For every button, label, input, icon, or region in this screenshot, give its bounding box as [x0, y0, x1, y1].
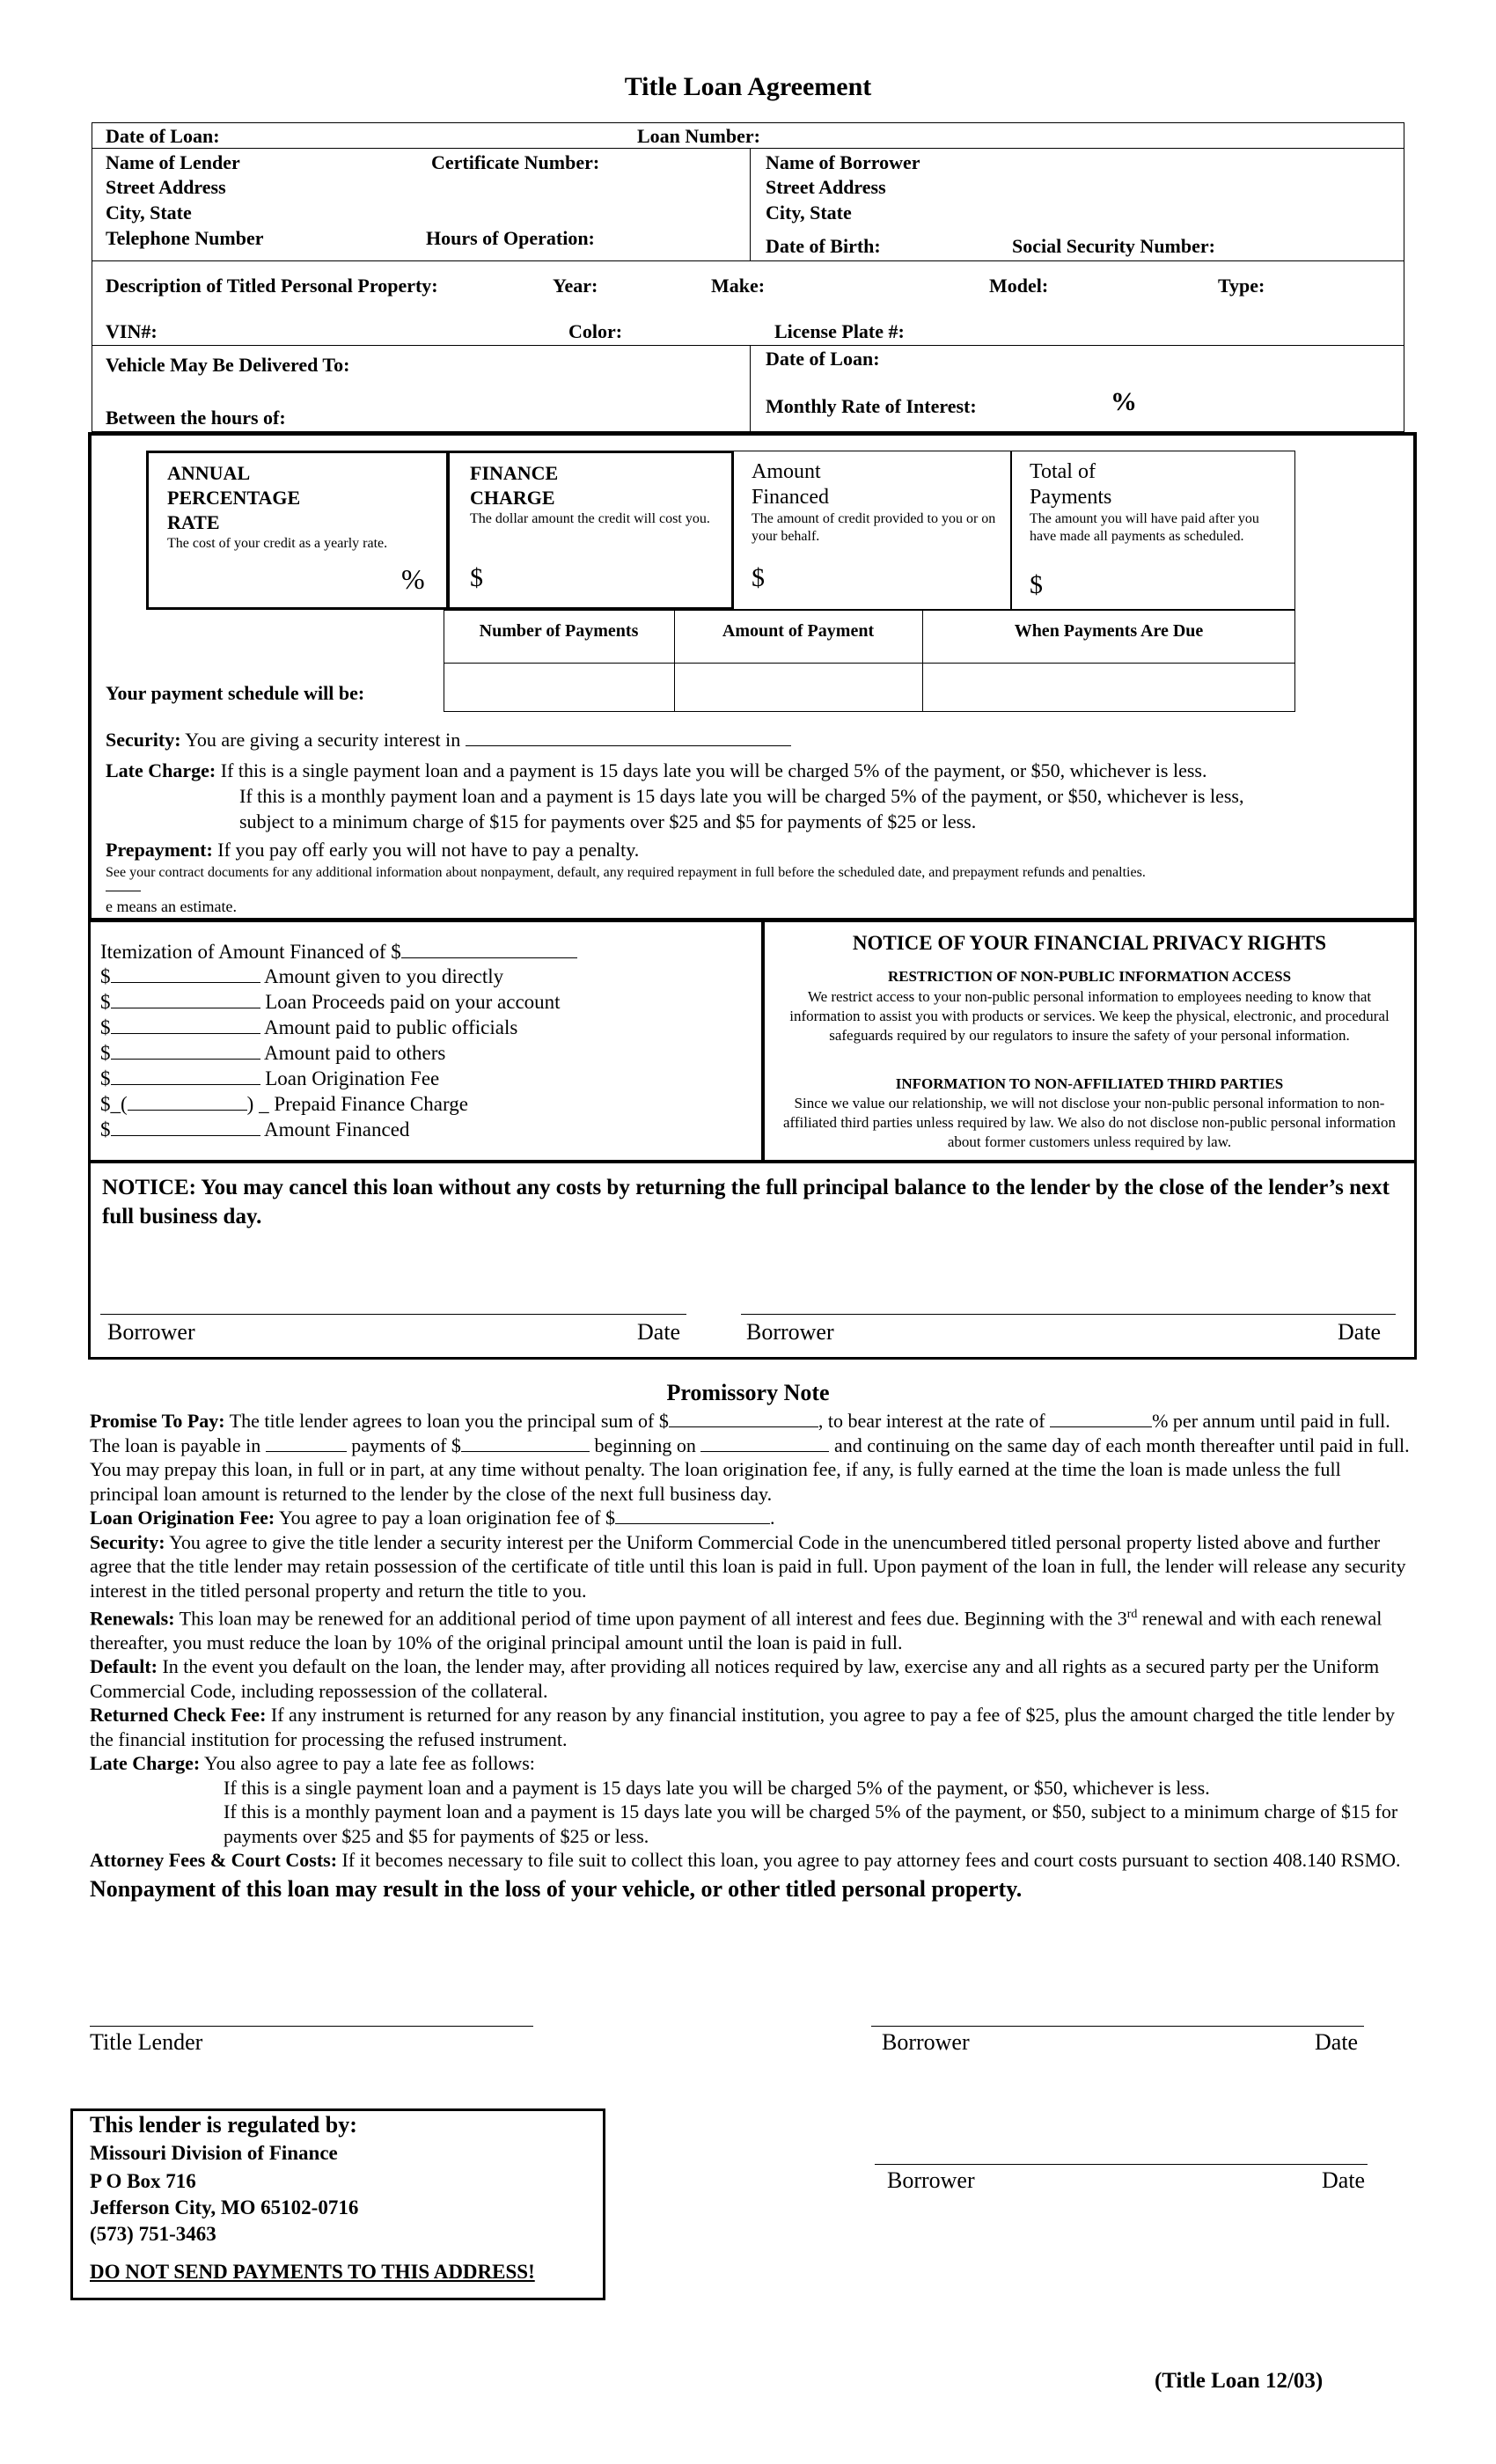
late-charge-text2: If this is a monthly payment loan and a payment is 15 days late you will be charged 5% of the payment, or $50, whichever is less,: [239, 785, 1244, 807]
license-plate-label: License Plate #:: [774, 320, 905, 342]
itemization-list: [100, 964, 561, 1143]
promise-to-pay-paragraph: [90, 1409, 1410, 1506]
itemization-amount-blank[interactable]: [401, 942, 577, 958]
default-paragraph: [90, 1654, 1410, 1703]
divider: [444, 663, 1295, 664]
default-label: Default:: [90, 1655, 158, 1678]
color-label: Color:: [568, 320, 623, 342]
amount-financed-title-line1: Amount: [752, 460, 821, 483]
finance-charge-title-line1: FINANCE: [470, 462, 559, 484]
date-label-4: Date: [1322, 2167, 1366, 2193]
renewals-label: Renewals:: [90, 1607, 175, 1630]
renewals-text-a: This loan may be renewed for an additional period of time upon payment of all interest and fees due. Beginning with the 3: [179, 1607, 1127, 1630]
late-charge-text1: If this is a single payment loan and a payment is 15 days late you will be charged 5% of the payment, or $50, whichever is less.: [220, 759, 1207, 781]
divider: [750, 345, 751, 432]
promissory-note-title: Promissory Note: [666, 1380, 830, 1405]
col-when-payments-due: When Payments Are Due: [1014, 621, 1204, 641]
item-amount-blank[interactable]: [111, 1043, 260, 1060]
finance-charge-title-line2: CHARGE: [470, 487, 555, 509]
amount-financed-description: The amount of credit provided to you or on your behalf.: [752, 511, 996, 544]
regulator-warning: DO NOT SEND PAYMENTS TO THIS ADDRESS!: [90, 2261, 535, 2283]
list-item: [100, 1092, 561, 1118]
default-text: In the event you default on the loan, the lender may, after providing all notices required by law, exercise any and all rights as a secured party per the Uniform Commercial Code, including repossession of the collateral.: [90, 1655, 1380, 1702]
attorney-fees-label: Attorney Fees & Court Costs:: [90, 1849, 338, 1872]
payment-schedule-label: Your payment schedule will be:: [106, 682, 365, 704]
late-charge-paragraph-label: Late Charge:: [90, 1752, 201, 1775]
privacy-paragraph-2: Since we value our relationship, we will not disclose your non-public personal information to non-affiliated third parties unless required by law. We also do not disclose non-public personal information about former customers unless required by law.: [782, 1095, 1397, 1150]
security-text: You are giving a security interest in: [185, 729, 461, 751]
security-paragraph: [90, 1530, 1410, 1603]
borrower-name-label: Name of Borrower: [766, 151, 920, 173]
itemization-heading-text: Itemization of Amount Financed of $: [100, 941, 401, 963]
item-prefix: $: [100, 1042, 111, 1064]
attorney-fees-paragraph: [90, 1848, 1410, 1873]
type-label: Type:: [1218, 275, 1265, 297]
lender-street-label: Street Address: [106, 176, 226, 198]
attorney-fees-text: If it becomes necessary to file suit to collect this loan, you agree to pay attorney fees and court costs pursuant to section 408.140 RSMO.: [341, 1849, 1401, 1872]
total-payments-title-line2: Payments: [1030, 486, 1112, 509]
renewals-superscript: rd: [1126, 1608, 1138, 1621]
privacy-title: NOTICE OF YOUR FINANCIAL PRIVACY RIGHTS: [852, 932, 1327, 954]
list-item: [100, 964, 561, 990]
regulator-po-box: P O Box 716: [90, 2170, 196, 2192]
year-label: Year:: [553, 275, 598, 297]
amount-of-payment-field[interactable]: [676, 664, 920, 710]
promise-text-a: The title lender agrees to loan you the principal sum of $: [229, 1410, 669, 1432]
prepayment-text: If you pay off early you will not have to pay a penalty.: [217, 839, 640, 861]
security-blank[interactable]: [466, 730, 791, 746]
hours-of-operation-label: Hours of Operation:: [426, 227, 595, 249]
item-amount-blank[interactable]: [128, 1094, 247, 1111]
total-payments-title-line1: Total of: [1030, 460, 1096, 483]
notice-borrower-label-1: Borrower: [107, 1319, 195, 1345]
borrower-label-3: Borrower: [882, 2029, 970, 2055]
item-prefix: $: [100, 991, 111, 1013]
finance-charge-description: The dollar amount the credit will cost you.: [470, 511, 710, 526]
item-amount-blank[interactable]: [111, 1068, 260, 1085]
security-paragraph-text: You agree to give the title lender a security interest per the Uniform Commercial Code in the unencumbered titled personal property listed above and further agree that the title lender may retain possession of the certificate of title until this loan is paid in full. Upon payment of the loan in full, the lender will release any security interest in the titled personal property and return the title to you.: [90, 1530, 1406, 1602]
vin-label: VIN#:: [106, 320, 158, 342]
notice-date-label-2: Date: [1338, 1319, 1382, 1345]
privacy-paragraph-1: We restrict access to your non-public personal information to employees needing to know that information to assist you with products or services. We keep the physical, electronic, and procedural safeguards required by our regulators to insure the safety of your personal information.: [789, 988, 1390, 1044]
payment-amount-blank[interactable]: [461, 1437, 590, 1452]
see-contract-text: See your contract documents for any additional information about nonpayment, default, any required repayment in full before the scheduled date, and prepayment refunds and penalties.: [106, 865, 1146, 880]
promise-text-d: payments of $: [351, 1434, 461, 1456]
title-lender-signature-line[interactable]: [90, 2026, 533, 2027]
promissory-note-body: [90, 1409, 1410, 1904]
borrower-label-4: Borrower: [887, 2167, 975, 2193]
divider: [92, 345, 1404, 346]
ssn-label: Social Security Number:: [1012, 235, 1215, 257]
late-charge-text3: subject to a minimum charge of $15 for payments over $25 and $5 for payments of $25 or less.: [239, 810, 977, 832]
origination-fee-text: You agree to pay a loan origination fee of $: [278, 1507, 615, 1529]
promise-to-pay-label: Promise To Pay:: [90, 1410, 225, 1432]
amount-financed-title-line2: Financed: [752, 486, 829, 509]
when-payments-due-field[interactable]: [924, 664, 1294, 710]
promise-text-c: % per annum until paid in full. The loan is payable in: [90, 1410, 1390, 1456]
late-charge-paragraph: [90, 1751, 1410, 1776]
list-item: [100, 1118, 561, 1143]
amount-financed-dollar: $: [752, 563, 765, 592]
item-label: Loan Proceeds paid on your account: [265, 991, 561, 1013]
item-label: Prepaid Finance Charge: [274, 1093, 468, 1115]
model-label: Model:: [989, 275, 1049, 297]
cancel-notice-text: NOTICE: You may cancel this loan without any costs by returning the full principal balance to the lender by the close of the lender’s next full business day.: [102, 1176, 1390, 1228]
apr-title-line3: RATE: [167, 511, 220, 533]
apr-percent: %: [401, 563, 425, 595]
notice-date-label-1: Date: [637, 1319, 681, 1345]
security-paragraph-label: Security:: [90, 1530, 165, 1553]
estimate-note: e means an estimate.: [106, 898, 237, 915]
promise-text-e: beginning on: [594, 1434, 696, 1456]
certificate-number-label: Certificate Number:: [431, 151, 600, 173]
start-date-blank[interactable]: [700, 1437, 829, 1452]
list-item: [100, 1016, 561, 1041]
list-item: [100, 1067, 561, 1092]
list-item: [100, 990, 561, 1016]
lender-name-label: Name of Lender: [106, 151, 240, 173]
finance-charge-dollar: $: [470, 563, 483, 592]
prepayment-line: [106, 838, 639, 862]
borrower-city-label: City, State: [766, 202, 852, 224]
promise-text-f: and continuing on the same day of each month thereafter until paid in full. You may prepay this loan, in full or in part, at any time without penalty. The loan origination fee, if any, is fully earned at the time the loan is made unless the full principal loan amount is returned to the lender by the close of the next full business day.: [90, 1434, 1410, 1505]
item-prefix: $: [100, 1118, 111, 1140]
loan-number-label: Loan Number:: [637, 125, 760, 147]
monthly-rate-label: Monthly Rate of Interest:: [766, 395, 977, 417]
interest-rate-blank[interactable]: [1050, 1412, 1152, 1427]
regulator-heading: This lender is regulated by:: [90, 2112, 357, 2138]
date-of-loan-label: Date of Loan:: [106, 125, 220, 147]
item-prefix: $: [100, 1016, 111, 1038]
privacy-heading-2: INFORMATION TO NON-AFFILIATED THIRD PARTIES: [895, 1075, 1284, 1092]
item-label: Amount given to you directly: [263, 965, 504, 987]
late-charge-monthly: If this is a monthly payment loan and a payment is 15 days late you will be charged 5% of the payment, or $50, subject to a minimum charge of $15 for payments over $25 and $5 for payments of $25 or less.: [224, 1800, 1398, 1847]
lender-phone-label: Telephone Number: [106, 227, 264, 249]
number-of-payments-blank[interactable]: [266, 1437, 347, 1452]
item-prefix: $_(: [100, 1093, 128, 1115]
renewals-paragraph: [90, 1602, 1410, 1654]
number-of-payments-field[interactable]: [445, 664, 672, 710]
borrower-signature-line-4[interactable]: [875, 2164, 1368, 2165]
prepayment-label: Prepayment:: [106, 839, 213, 861]
notice-borrower-label-2: Borrower: [746, 1319, 834, 1345]
item-label: Amount paid to public officials: [263, 1016, 518, 1038]
item-paren-close: ) _: [246, 1093, 269, 1115]
item-label: Amount paid to others: [263, 1042, 446, 1064]
nonpayment-warning: Nonpayment of this loan may result in the loss of your vehicle, or other titled personal property.: [90, 1875, 1023, 1902]
apr-title-line1: ANNUAL: [167, 462, 251, 484]
make-label: Make:: [711, 275, 766, 297]
regulator-city: Jefferson City, MO 65102-0716: [90, 2196, 359, 2218]
regulator-phone: (573) 751-3463: [90, 2223, 216, 2245]
origination-fee-blank[interactable]: [615, 1509, 770, 1524]
total-payments-description: The amount you will have paid after you have made all payments as scheduled.: [1030, 511, 1259, 544]
late-charge-single: If this is a single payment loan and a payment is 15 days late you will be charged 5% of the payment, or $50, whichever is less.: [224, 1776, 1210, 1799]
apr-description: The cost of your credit as a yearly rate.: [167, 536, 388, 551]
item-amount-blank[interactable]: [111, 966, 260, 983]
origination-fee-paragraph: Loan Origination Fee: You agree to pay a loan origination fee of $ .: [90, 1507, 775, 1529]
item-amount-blank[interactable]: [111, 992, 260, 1008]
late-charge-label: Late Charge:: [106, 759, 216, 781]
principal-blank[interactable]: [669, 1412, 818, 1427]
late-charge-line1: [106, 759, 1206, 783]
regulator-name: Missouri Division of Finance: [90, 2142, 338, 2164]
returned-check-label: Returned Check Fee:: [90, 1704, 267, 1727]
borrower-signature-line-1[interactable]: [100, 1314, 686, 1315]
delivered-to-label: Vehicle May Be Delivered To:: [106, 354, 350, 376]
promise-text-b: , to bear interest at the rate of: [818, 1410, 1045, 1432]
security-line: [106, 728, 791, 752]
item-amount-blank[interactable]: [111, 1119, 260, 1136]
divider: [750, 148, 751, 260]
item-label: Amount Financed: [263, 1118, 410, 1140]
privacy-heading-1: RESTRICTION OF NON-PUBLIC INFORMATION ACCESS: [887, 968, 1292, 985]
date-of-birth-label: Date of Birth:: [766, 235, 881, 257]
page-title: Title Loan Agreement: [624, 72, 872, 101]
origination-fee-label: Loan Origination Fee:: [90, 1507, 275, 1529]
itemization-heading: [100, 940, 577, 964]
total-payments-dollar: $: [1030, 570, 1043, 599]
item-amount-blank[interactable]: [111, 1017, 260, 1034]
lender-city-label: City, State: [106, 202, 192, 224]
monthly-rate-percent: %: [1111, 387, 1137, 416]
item-label: Loan Origination Fee: [265, 1067, 440, 1089]
borrower-street-label: Street Address: [766, 176, 886, 198]
borrower-signature-line-3[interactable]: [871, 2026, 1364, 2027]
borrower-signature-line-2[interactable]: [741, 1314, 1396, 1315]
renewals-text-b: renewal and with each renewal thereafter, you must reduce the loan by 10% of the original principal amount until the loan is paid in full.: [90, 1607, 1382, 1654]
item-prefix: $: [100, 965, 111, 987]
date-of-loan-2-label: Date of Loan:: [766, 348, 880, 370]
col-amount-of-payment: Amount of Payment: [722, 621, 875, 641]
col-number-of-payments: Number of Payments: [479, 621, 639, 641]
item-prefix: $: [100, 1067, 111, 1089]
returned-check-paragraph: [90, 1703, 1410, 1751]
list-item: [100, 1041, 561, 1067]
late-charge-intro: You also agree to pay a late fee as follows:: [203, 1752, 535, 1775]
security-label: Security:: [106, 729, 181, 751]
title-lender-label: Title Lender: [90, 2029, 203, 2055]
date-label-3: Date: [1315, 2029, 1359, 2055]
apr-title-line2: PERCENTAGE: [167, 487, 301, 509]
property-description-label: Description of Titled Personal Property:: [106, 275, 438, 297]
between-hours-label: Between the hours of:: [106, 407, 286, 429]
returned-check-text: If any instrument is returned for any reason by any financial institution, you agree to pay a fee of $25, plus the amount charged the title lender by the financial institution for processing the refused instrument.: [90, 1704, 1395, 1750]
form-identifier: (Title Loan 12/03): [1155, 2369, 1324, 2393]
divider: [92, 260, 1404, 261]
